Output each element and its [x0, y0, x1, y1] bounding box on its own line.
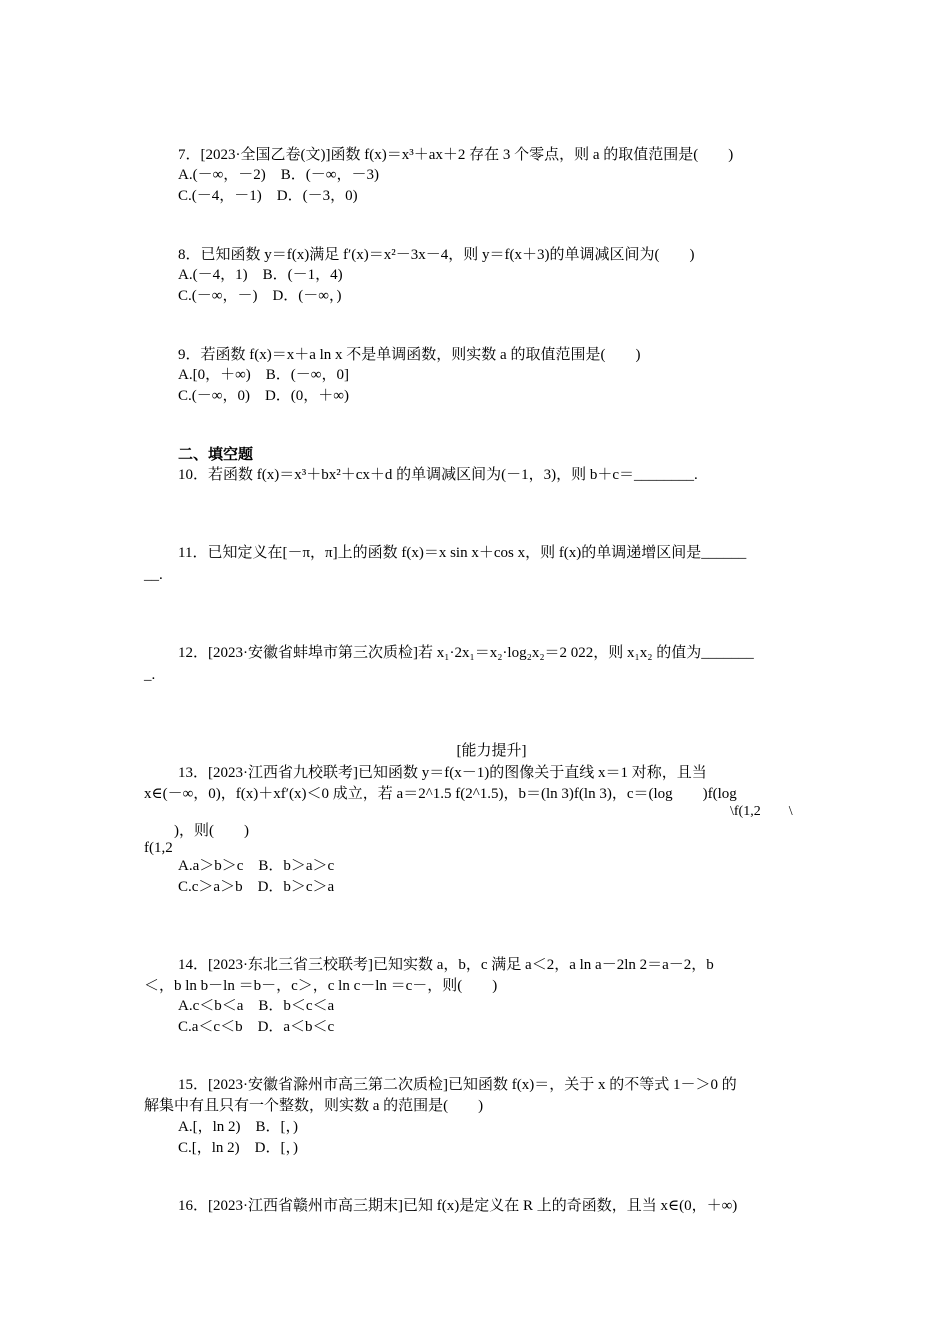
problem-15-options-ab: A.[，ln 2) B．[，): [178, 1119, 298, 1135]
problem-13-then: )，则( ): [144, 823, 249, 839]
problem-13-stem: 13．[2023·江西省九校联考]已知函数 y＝f(x－1)的图像关于直线 x＝1 对称，且当: [178, 765, 707, 781]
problem-15-options-cd: C.[，ln 2) D．[，): [178, 1140, 298, 1156]
problem-7-options-cd: C.(－4，－1) D．(－3，0): [178, 188, 358, 204]
problem-13-options-cd: C.c＞a＞b D．b＞c＞a: [178, 879, 335, 895]
problem-12-stem-cont: _.: [144, 667, 156, 683]
problem-14-options-ab: A.c＜b＜a B．b＜c＜a: [178, 998, 335, 1014]
problem-12-stem: 12．[2023·安徽省蚌埠市第三次质检]若 x₁·2x₁＝x₂·log₂x₂＝2 022，则 x₁x₂ 的值为_______: [178, 645, 754, 661]
problem-10-stem: 10．若函数 f(x)＝x³＋bx²＋cx＋d 的单调减区间为(－1，3)，则 b＋c＝________.: [178, 467, 698, 483]
problem-13-stem-cont: x∈(－∞，0)，f(x)＋xf′(x)＜0 成立，若 a＝2^1.5 f(2^1.5)，b＝(ln 3)f(ln 3)，c＝(log )f(log: [144, 786, 737, 802]
problem-8-options-ab: A.(－4，1) B．(－1，4): [178, 267, 343, 283]
problem-13-frac-residue: \f(1,2 \: [730, 804, 793, 819]
problem-13-frac-residue-2: f(1,2: [144, 840, 173, 856]
problem-7-stem: 7．[2023·全国乙卷(文)]函数 f(x)＝x³＋ax＋2 存在 3 个零点，则 a 的取值范围是( ): [178, 147, 734, 163]
problem-9-options-ab: A.[0，＋∞) B．(－∞，0]: [178, 367, 349, 383]
problem-8-options-cd: C.(－∞，－) D．(－∞，): [178, 288, 342, 304]
problem-9-options-cd: C.(－∞，0) D．(0，＋∞): [178, 388, 349, 404]
problem-15-stem-cont: 解集中有且只有一个整数，则实数 a 的范围是( ): [144, 1098, 484, 1114]
section-title-fill-in: 二、填空题: [178, 447, 254, 463]
problem-14-options-cd: C.a＜c＜b D．a＜b＜c: [178, 1019, 335, 1035]
problem-8-stem: 8．已知函数 y＝f(x)满足 f′(x)＝x²－3x－4，则 y＝f(x＋3)的单调减区间为( ): [178, 247, 695, 263]
problem-14-stem: 14．[2023·东北三省三校联考]已知实数 a，b，c 满足 a＜2，a ln a－2ln 2＝a－2，b: [178, 957, 714, 973]
problem-16-stem: 16．[2023·江西省赣州市高三期末]已知 f(x)是定义在 R 上的奇函数，且当 x∈(0，＋∞): [178, 1198, 738, 1214]
problem-7-options-ab: A.(－∞，－2) B．(－∞，－3): [178, 167, 379, 183]
problem-9-stem: 9．若函数 f(x)＝x＋a ln x 不是单调函数，则实数 a 的取值范围是( ): [178, 347, 641, 363]
problem-13-options-ab: A.a＞b＞c B．b＞a＞c: [178, 858, 335, 874]
problem-14-stem-cont: ＜，b ln b－ln ＝b－，c＞，c ln c－ln ＝c－，则( ): [144, 978, 498, 994]
problem-11-stem-cont: __.: [144, 567, 163, 583]
section-title-advanced: [能力提升]: [456, 743, 527, 759]
problem-11-stem: 11．已知定义在[－π，π]上的函数 f(x)＝x sin x＋cos x，则 f(x)的单调递增区间是______: [178, 545, 747, 561]
problem-15-stem: 15．[2023·安徽省滁州市高三第二次质检]已知函数 f(x)＝，关于 x 的不等式 1－＞0 的: [178, 1077, 737, 1093]
